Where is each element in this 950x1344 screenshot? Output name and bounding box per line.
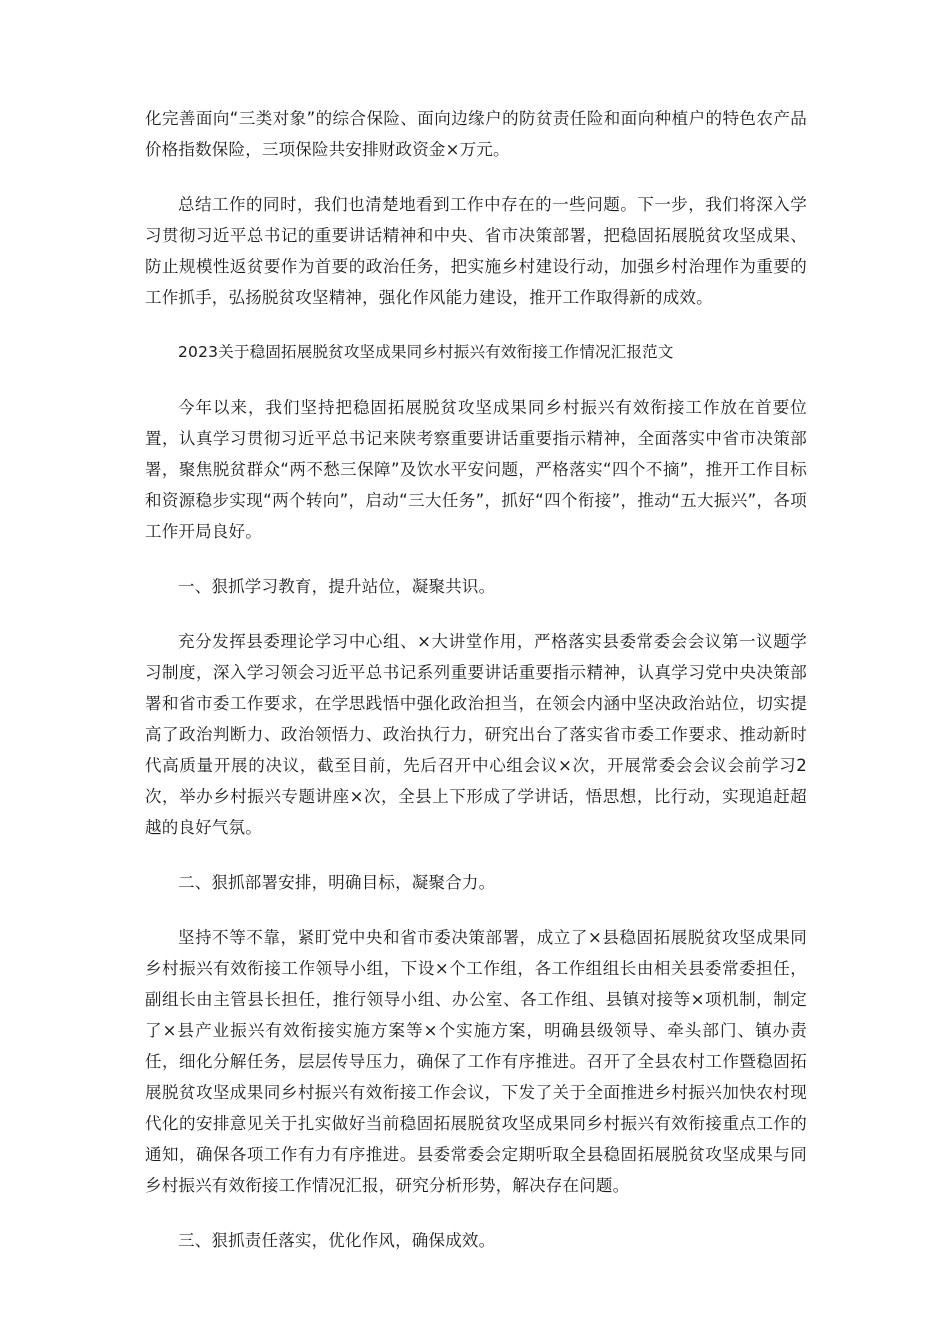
paragraph-insurance-summary: 化完善面向“三类对象”的综合保险、面向边缘户的防贫责任险和面向种植户的特色农产品价格指数保险，三项保险共安排财政资金×万元。 bbox=[145, 109, 807, 159]
section-heading-3: 三、狠抓责任落实，优化作风，确保成效。 bbox=[178, 1231, 496, 1250]
paragraph-section-2: 坚持不等不靠，紧盯党中央和省市委决策部署，成立了×县稳固拓展脱贫攻坚成果同乡村振兴有效衔接工作领导小组，下设×个工作组，各工作组组长由相关县委常委担任，副组长由主管县长担任，推行领导小组、办公室、各工作组、县镇对接等×项机制，制定了×县产业振兴有效衔接实施方案等×个实施方案，明确县级领导、牵头部门、镇办责任，细化分解任务，层层传导压力，确保了工作有序推进。召开了全县农村工作暨稳固拓展脱贫攻坚成果同乡村振兴有效衔接工作会议，下发了关于全面推进乡村振兴加快农村现代化的安排意见关于扎实做好当前稳固拓展脱贫攻坚成果同乡村振兴有效衔接重点工作的通知，确保各项工作有力有序推进。县委常委会定期听取全县稳固拓展脱贫攻坚成果与同乡村振兴有效衔接工作情况汇报，研究分析形势，解决存在问题。 bbox=[145, 928, 807, 1195]
paragraph-section-1: 充分发挥县委理论学习中心组、×大讲堂作用，严格落实县委常委会会议第一议题学习制度，深入学习领会习近平总书记系列重要讲话重要指示精神，认真学习党中央决策部署和省市委工作要求，在学思践悟中强化政治担当，在领会内涵中坚决政治站位，切实提高了政治判断力、政治领悟力、政治执行力，研究出台了落实省市委工作要求、推动新时代高质量开展的决议，截至目前，先后召开中心组会议×次，开展常委会会议会前学习2次，举办乡村振兴专题讲座×次，全县上下形成了学讲话，悟思想，比行动，实现追赶超越的良好气氛。 bbox=[145, 632, 807, 837]
document-body bbox=[145, 103, 807, 1280]
section-heading-2: 二、狠抓部署安排，明确目标，凝聚合力。 bbox=[178, 873, 496, 892]
section-heading-1: 一、狠抓学习教育，提升站位，凝聚共识。 bbox=[178, 577, 496, 596]
report-title: 2023关于稳固拓展脱贫攻坚成果同乡村振兴有效衔接工作情况汇报范文 bbox=[178, 343, 674, 361]
paragraph-introduction: 今年以来，我们坚持把稳固拓展脱贫攻坚成果同乡村振兴有效衔接工作放在首要位置，认真学习贯彻习近平总书记来陕考察重要讲话重要指示精神，全面落实中省市决策部署，聚焦脱贫群众“两不愁三保障”及饮水平安问题，严格落实“四个不摘”，推开工作目标和资源稳步实现“两个转向”，启动“三大任务”，抓好“四个衔接”，推动“五大振兴”，各项工作开局良好。 bbox=[145, 398, 807, 541]
paragraph-next-steps: 总结工作的同时，我们也清楚地看到工作中存在的一些问题。下一步，我们将深入学习贯彻习近平总书记的重要讲话精神和中央、省市决策部署，把稳固拓展脱贫攻坚成果、防止规模性返贫要作为首要的政治任务，把实施乡村建设行动，加强乡村治理作为重要的工作抓手，弘扬脱贫攻坚精神，强化作风能力建设，推开工作取得新的成效。 bbox=[145, 195, 807, 307]
